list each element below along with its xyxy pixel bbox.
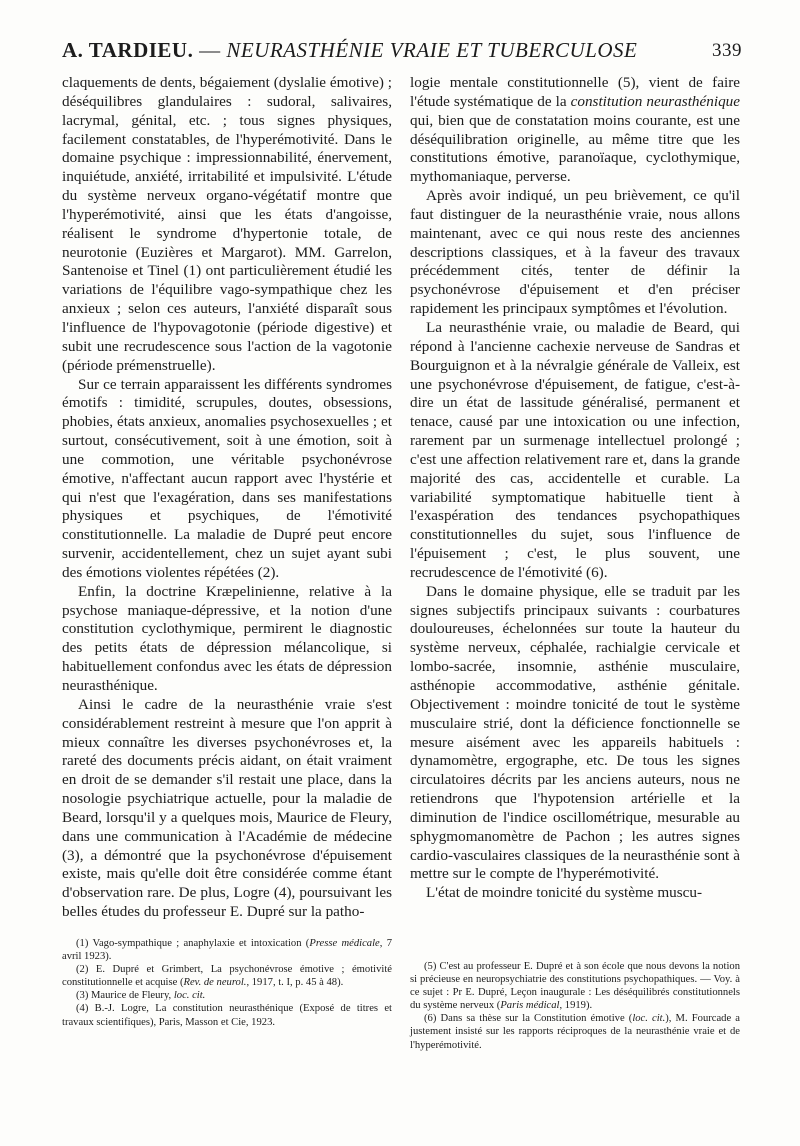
footnote-6-italic: loc. cit.	[632, 1013, 666, 1025]
footnote-6	[410, 1012, 740, 1051]
footnote-3-a: (3) Maurice de Fleury,	[76, 990, 174, 1002]
footnote-1-italic: Presse médicale	[309, 938, 380, 949]
footnote-1-b: , 7 avril 1923).	[62, 938, 393, 963]
header-dash: —	[193, 38, 227, 62]
footnote-4: (4) B.-J. Logre, La constitution neurasthénique (Exposé de titres et travaux scientifiques), Paris, Masson et Cie, 1923.	[62, 1003, 392, 1028]
right-paragraph-3: La neurasthénie vraie, ou maladie de Beard, qui répond à l'ancienne cachexie nerveuse de Sandras et Bourguignon et à la névralgie générale de Valleix, est une psychonévrose d'épuisement, de fatigue, c'est-à-dire un état de lassitude généralisé, permanent et tenace, causé par une intoxication ou une infection, rarement par un surmenage intellectuel prolongé ; c'est une affection relativement rare et, dans la grande majorité des cas, accidentelle et curable. La variabilité symptomatique habituelle tient à l'exaspération des tendances psychopathiques constitutionnelles du sujet, sous l'influence de l'épuisement ; c'est, le plus souvent, une recrudescence de l'émotivité (6).	[410, 318, 740, 581]
right-paragraph-2: Après avoir indiqué, un peu brièvement, ce qu'il faut distinguer de la neurasthénie vraie, nous allons maintenant, avec ce qui nous reste des anciennes descriptions classiques, et à la faveur des travaux précédemment cités, tenter de définir la psychonévrose d'épuisement et d'en préciser rapidement les principaux symptômes et l'évolution.	[410, 187, 740, 318]
footnote-2-a: (2) E. Dupré et Grimbert, La psychonévrose émotive ; émotivité constitutionnelle et acquise (	[62, 964, 392, 989]
left-paragraph-2: Sur ce terrain apparaissent les différents syndromes émotifs : timidité, scrupules, doutes, obsessions, phobies, états anxieux, anomalies psychosexuelles ; et surtout, consécutivement, soit à une émotion, soit à une commotion, une véritable psychonévrose émotive, n'affectant aucun rapport avec l'hystérie et qui n'est que l'exagération, dans ses manifestations physiques et psychiques, de l'émotivité constitutionnelle. La maladie de Dupré peut encore survenir, accidentellement, chez un sujet ayant subi des émotions violentes répétées (2).	[62, 375, 392, 581]
left-paragraph-4: Ainsi le cadre de la neurasthénie vraie s'est considérablement restreint à mesure que l'on apprit à mieux connaître les diverses psychonévroses et, la rareté des documents précis aidant, on était vraiment en droit de se demander s'il restait une place, dans la nosologie psychiatrique actuelle, pour la maladie de Beard, lorsqu'il y a quelques mois, Maurice de Fleury, dans une communication à l'Académie de médecine (3), a démontré que la psychonévrose d'épuisement existe, mais qu'elle doit être considérée comme étant d'observation rare. De plus, Logre (4), poursuivant les belles études du professeur E. Dupré sur la patho-	[62, 695, 392, 921]
footnote-2-italic: Rev. de neurol.	[183, 977, 247, 989]
right-p1-italic: constitution neurasthénique	[570, 92, 741, 110]
right-column	[410, 74, 740, 903]
footnote-5-b: , 1919).	[559, 1000, 593, 1012]
right-p1-text-b: qui, bien que de constatation moins courante, est une déséquilibration originelle, au même titre que les constitutions émotive, paranoïaque, cyclothymique, mythomaniaque, perverse.	[410, 111, 740, 186]
footnote-2	[62, 963, 392, 989]
header-title: NEURASTHÉNIE VRAIE ET TUBERCULOSE	[226, 38, 638, 62]
footnote-6-b: ), M. Fourcade a justement insisté sur les rapports réciproques de la neurasthénie vraie et de l'hyperémotivité.	[410, 1013, 740, 1051]
footnotes-right	[410, 960, 740, 1052]
footnote-3-italic: loc. cit.	[173, 990, 206, 1002]
footnote-5-italic: Paris médical	[500, 1000, 560, 1012]
left-column	[62, 74, 392, 922]
footnote-1-a: (1) Vago-sympathique ; anaphylaxie et intoxication (	[76, 938, 310, 949]
right-p1-text-a: logie mentale constitutionnelle (5), vient de faire l'étude systématique de la	[410, 74, 740, 110]
header-author: A. TARDIEU.	[62, 38, 194, 62]
footnote-5	[410, 960, 740, 1012]
page-number: 339	[712, 40, 742, 61]
footnote-5-a: (5) C'est au professeur E. Dupré et à son école que nous devons la notion si précieuse en neuropsychiatrie des constitutions psychopathiques. — Voy. à ce sujet : Pr E. Dupré, Leçon inaugurale : Les déséquilibrés constitutionnels du système nerveux (	[410, 961, 740, 1012]
footnote-1	[62, 937, 392, 963]
footnote-6-a: (6) Dans sa thèse sur la Constitution émotive (	[424, 1013, 633, 1025]
footnote-3	[62, 989, 392, 1002]
left-paragraph-3: Enfin, la doctrine Kræpelinienne, relative à la psychose maniaque-dépressive, et la notion d'une constitution cyclothymique, permirent le diagnostic des petits états de dépression mélancolique, si habituellement confondus avec les états de dépression neurasthénique.	[62, 582, 392, 694]
right-paragraph-5: L'état de moindre tonicité du système muscu-	[426, 884, 703, 902]
right-paragraph-4: Dans le domaine physique, elle se traduit par les signes subjectifs principaux suivants : courbatures douloureuses, échelonnées sur toute la hauteur du système nerveux, céphalée, rachialgie cervicale et lombo-sacrée, insomnie, asthénie musculaire, asthénopie accommodative, asthénie génitale. Objectivement : moindre tonicité de tout le système musculaire strié, dont la déficience fonctionnelle se mesure aisément avec les appareils habituels : dynamomètre, ergographe, etc. De tous les signes circulatoires décrits par les anciens auteurs, nous ne retiendrons que l'hypotension artérielle et la diminution de l'indice oscillométrique, mesurable au sphygmomanomètre de Pachon ; les autres signes cardio-vasculaires classiques de la neurasthénie sont à mettre sur le compte de l'hyperémotivité.	[410, 582, 740, 883]
footnotes-left	[62, 937, 392, 1029]
footnote-2-b: , 1917, t. I, p. 45 à 48).	[246, 977, 344, 989]
running-header	[62, 38, 742, 66]
left-paragraph-1: claquements de dents, bégaiement (dyslalie émotive) ; déséquilibres glandulaires : sudoral, salivaires, lacrymal, génital, etc. ; tous signes physiques, facilement constatables, de l'hyperémotivité. Dans le domaine psychique : impressionnabilité, énervement, inquiétude, anxiété, irritabilité et impulsivité. L'étude du système nerveux organo-végétatif montre que l'hyperémotivité, ainsi que les états d'angoisse, réalisent le syndrome d'hypertonie totale, de neurotonie (Euzières et Margarot). MM. Garrelon, Santenoise et Tinel (1) ont particulièrement étudié les variations de l'équilibre vago-sympathique chez les anxieux ; selon ces auteurs, l'anxiété disparaît sous l'influence de l'hypovagotonie (période digestive) et subit une recrudescence sous l'action de la vagotonie (période prémenstruelle).	[62, 74, 392, 374]
right-paragraph-1	[410, 74, 740, 187]
